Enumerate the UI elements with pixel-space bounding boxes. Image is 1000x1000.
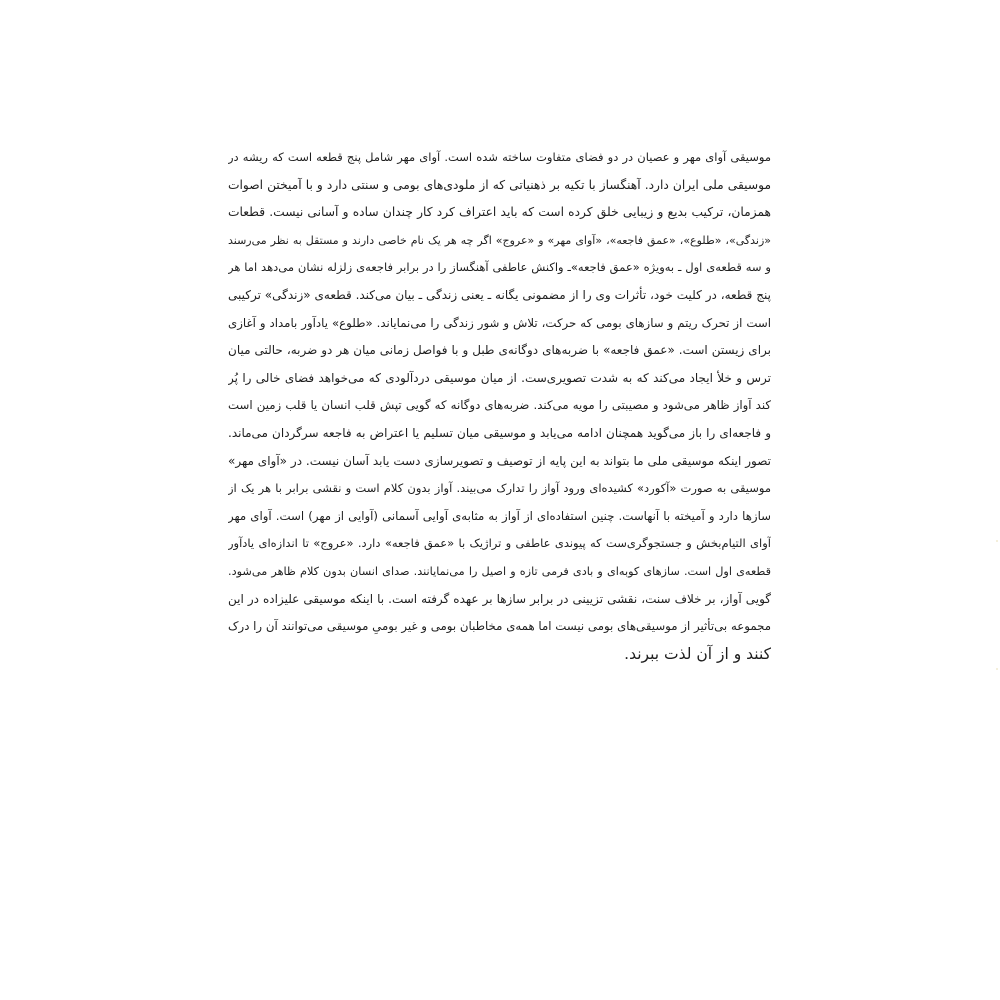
paragraph-line: قطعه‌ی اول است. سازهای کوبه‌ای و بادی فرمی تازه و اصیل را می‌نمایانند. صدای انسان بدون کلام ظاهر می‌شود. bbox=[228, 564, 771, 578]
paragraph-line: موسیقی آوای مهر و عصیان در دو فضای متفاوت ساخته شده است. آوای مهر شامل پنج قطعه است که ریشه در bbox=[228, 150, 771, 164]
paragraph-line: تصور اینکه موسیقی ملی ما بتواند به این پایه از توصیف و تصویرسازی دست یابد آسان نیست. در «آوای مهر» bbox=[228, 453, 771, 468]
paragraph-line: موسیقی ملی ایران دارد. آهنگساز با تکیه بر ذهنیاتی که از ملودی‌های بومی و سنتی دارد و با آمیختن اصوات bbox=[228, 177, 771, 192]
paragraph-line: همزمان، ترکیب بدیع و زیبایی خلق کرده است که باید اعتراف کرد کار چندان ساده و آسانی نیست. قطعات bbox=[228, 205, 771, 220]
paragraph-line: کند آواز ظاهر می‌شود و مصیبتی را مویه می‌کند. ضربه‌های دوگانه که گویی تپش قلب انسان یا قلب زمین است bbox=[228, 398, 771, 413]
paragraph-line: و فاجعه‌ای را باز می‌گوید همچنان ادامه می‌یابد و موسیقی میان تسلیم یا اعتراض به فاجعه سرگردان می‌ماند. bbox=[228, 425, 771, 440]
paragraph-line: پنج قطعه، در کلیت خود، تأثرات وی را از مضمونی یگانه ـ یعنی زندگی ـ بیان می‌کند. قطعه‌ی «زندگی» ترکیبی bbox=[228, 287, 771, 302]
paragraph-line: و سه قطعه‌ی اول ـ به‌ویژه «عمق فاجعه»ـ واکنش عاطفی آهنگساز را در برابر فاجعه‌ی زلزله نشان می‌دهد اما هر bbox=[228, 260, 771, 275]
paragraph-line: آوای التیام‌بخش و جستجوگری‌ست که پیوندی عاطفی و تراژیک با «عمق فاجعه» دارد. «عروج» تا اندازه‌ای یادآور bbox=[228, 536, 771, 551]
paragraph-line: موسیقی به صورت «آکورد» کشیده‌ای ورود آواز را تدارک می‌بیند. آواز بدون کلام است و نقشی برابر با هر یک از bbox=[228, 481, 771, 496]
paragraph-line: برای زیستن است. «عمق فاجعه» با ضربه‌های دوگانه‌ی طبل و با فواصل زمانی میان هر دو ضربه، حالتی میان bbox=[228, 343, 771, 358]
page-edge-speck bbox=[996, 668, 998, 670]
paragraph-line: گویی آواز، بر خلاف سنت، نقشی تزیینی در برابر سازها بر عهده گرفته است. با اینکه موسیقی علیزاده در این bbox=[228, 591, 771, 606]
page-edge-speck bbox=[996, 540, 998, 542]
paragraph-line: سازها دارد و آمیخته با آنهاست. چنین استفاده‌ای از آواز به مثابه‌ی آوایی آسمانی (آوایی از مهر) است. آوای مهر bbox=[228, 508, 771, 523]
paragraph-line: ترس و خلأ ایجاد می‌کند که به شدت تصویری‌ست. از میان موسیقی دردآلودی که می‌خواهد فضای خالی را پُر bbox=[228, 370, 771, 385]
paragraph-line: است از تحرک ریتم و سازهای بومی که حرکت، تلاش و شور زندگی را می‌نمایاند. «طلوع» یادآور بامداد و آغازی bbox=[228, 315, 771, 330]
paragraph-last-line: کنند و از آن لذت ببرند. bbox=[624, 644, 771, 663]
paragraph-line: «زندگی»، «طلوع»، «عمق فاجعه»، «آوای مهر» و «عروج» اگر چه هر یک نام خاصی دارند و مستقل به نظر می‌رسند bbox=[228, 233, 771, 247]
paragraph-line: مجموعه بی‌تأثیر از موسیقی‌های بومی نیست اما همه‌ی مخاطبان بومی و غیر بومیِ موسیقی می‌توانند آن را درک bbox=[228, 619, 771, 634]
article-paragraph bbox=[228, 144, 771, 668]
